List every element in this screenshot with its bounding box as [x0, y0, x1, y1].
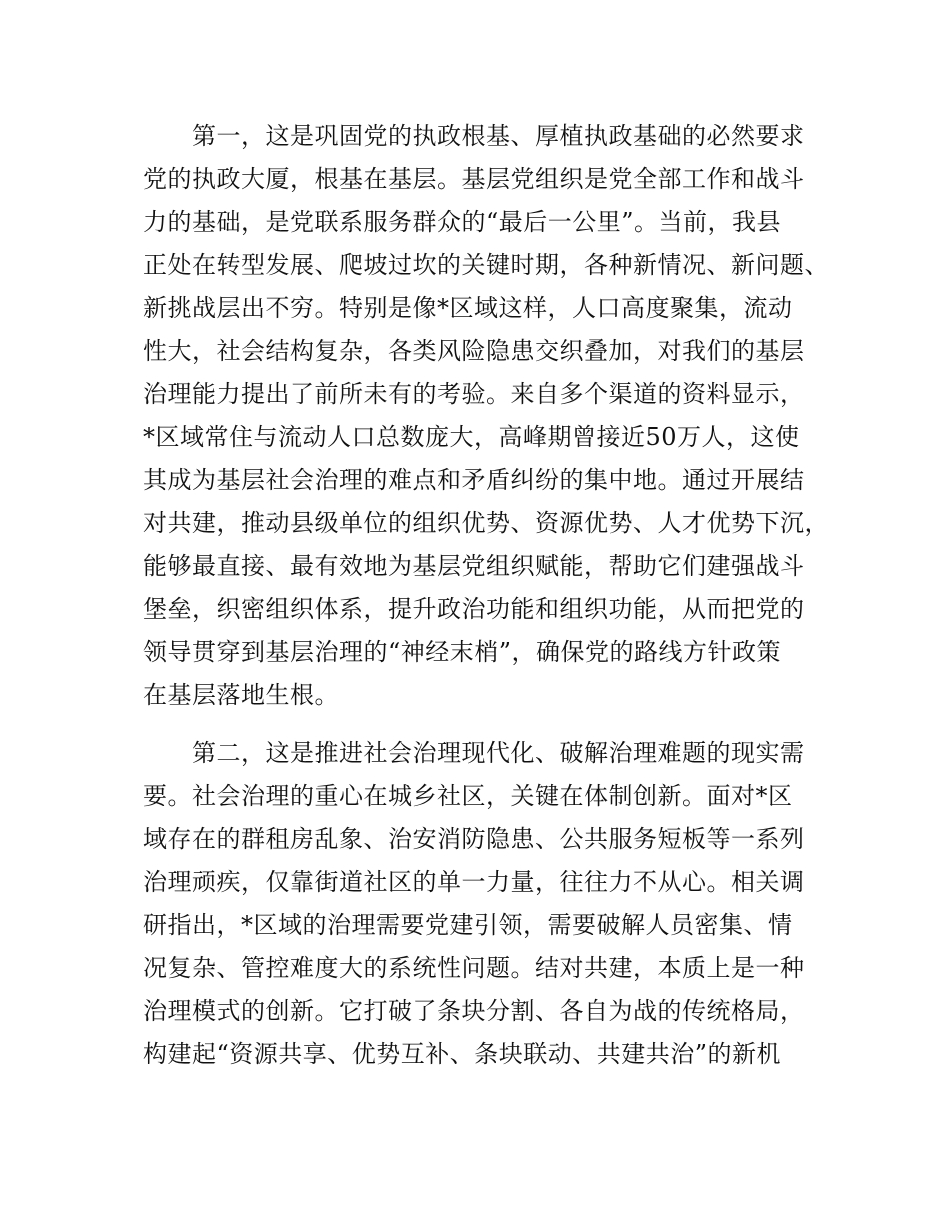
text-line: 构建起“资源共享、优势互补、条块联动、共建共治”的新机 [143, 1040, 782, 1068]
text-line: 对共建，推动县级单位的组织优势、资源优势、人才优势下沉， [143, 509, 829, 537]
text-line: 党的执政大厦，根基在基层。基层党组织是党全部工作和战斗 [143, 165, 805, 193]
text-line: 治理能力提出了前所未有的考验。来自多个渠道的资料显示， [143, 380, 805, 408]
text-line: *区域常住与流动人口总数庞大，高峰期曾接近50万人，这使 [143, 423, 800, 451]
text-line: 正处在转型发展、爬坡过坎的关键时期，各种新情况、新问题、 [143, 251, 829, 279]
text-line: 性大，社会结构复杂，各类风险隐患交织叠加，对我们的基层 [143, 337, 805, 365]
text-line: 第二，这是推进社会治理现代化、破解治理难题的现实需 [192, 739, 805, 767]
text-line: 新挑战层出不穷。特别是像*区域这样，人口高度聚集，流动 [143, 294, 793, 322]
text-line: 要。社会治理的重心在城乡社区，关键在体制创新。面对*区 [143, 782, 793, 810]
text-line: 力的基础，是党联系服务群众的“最后一公里”。当前，我县 [143, 208, 782, 236]
text-line: 治理顽疾，仅靠街道社区的单一力量，往往力不从心。相关调 [143, 868, 805, 896]
text-line: 域存在的群租房乱象、治安消防隐患、公共服务短板等一系列 [143, 825, 805, 853]
text-line: 其成为基层社会治理的难点和矛盾纠纷的集中地。通过开展结 [143, 466, 805, 494]
text-line: 研指出，*区域的治理需要党建引领，需要破解人员密集、情 [143, 911, 793, 939]
text-line: 堡垒，织密组织体系，提升政治功能和组织功能，从而把党的 [143, 595, 805, 623]
text-line: 在基层落地生根。 [143, 681, 339, 709]
text-line: 领导贯穿到基层治理的“神经末梢”，确保党的路线方针政策 [143, 638, 782, 666]
text-line: 能够最直接、最有效地为基层党组织赋能，帮助它们建强战斗 [143, 552, 805, 580]
text-line: 治理模式的创新。它打破了条块分割、各自为战的传统格局， [143, 997, 805, 1025]
text-line: 第一，这是巩固党的执政根基、厚植执政基础的必然要求 [192, 122, 805, 150]
text-line: 况复杂、管控难度大的系统性问题。结对共建，本质上是一种 [143, 954, 805, 982]
